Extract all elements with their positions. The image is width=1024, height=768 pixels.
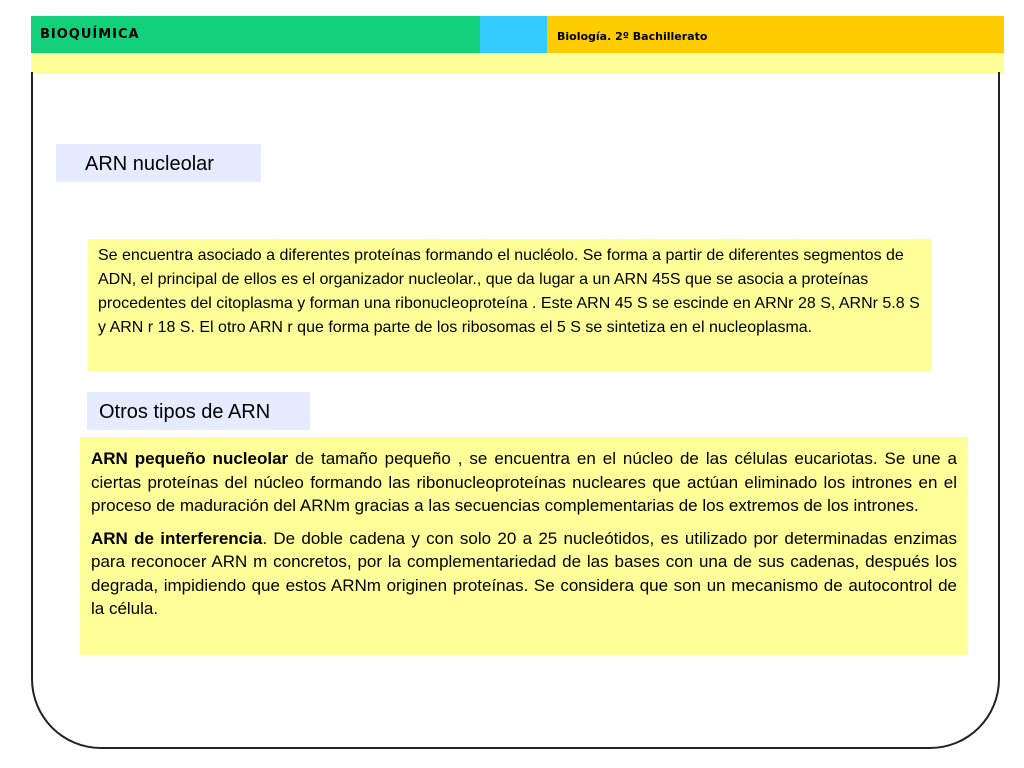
paragraph-arn-interferencia: [91, 527, 957, 621]
term-arn-pequeno-nucleolar: ARN pequeño nucleolar: [91, 449, 289, 468]
section-body-arn-nucleolar: Se encuentra asociado a diferentes proteínas formando el nucléolo. Se forma a partir de diferentes segmentos de ADN, el principal de ellos es el organizador nucleolar., que da lugar a un ARN 45S que se asocia a proteínas procedentes del citoplasma y forman una ribonucleoproteína . Este ARN 45 S se escinde en ARNr 28 S, ARNr 5.8 S y ARN r 18 S. El otro ARN r que forma parte de los ribosomas el 5 S se sintetiza en el nucleoplasma.: [88, 239, 931, 371]
text-arn-interferencia: . De doble cadena y con solo 20 a 25 nucleótidos, es utilizado por determinadas enzimas para reconocer ARN m concretos, por la complementariedad de las bases con una de sus cadenas, después los degrada, impidiendo que estos ARNm originen proteínas. Se considera que son un mecanismo de autocontrol de la célula.: [91, 528, 957, 618]
header-cyan-block: [480, 16, 547, 53]
section-body-otros-tipos: [80, 437, 968, 655]
text-arn-pequeno-nucleolar: de tamaño pequeño , se encuentra en el núcleo de las células eucariotas. Se une a ciertas proteínas del núcleo formando las ribonucleoproteínas nucleares que actúan eliminado los intrones en el proceso de maduración del ARNm gracias a las secuencias complementarias de los extremos de los intrones.: [91, 449, 958, 515]
header-band: [31, 53, 1004, 74]
section-heading-arn-nucleolar: ARN nucleolar: [56, 144, 261, 182]
header-subtitle: Biología. 2º Bachillerato: [557, 30, 708, 43]
term-arn-interferencia: ARN de interferencia: [91, 528, 263, 548]
paragraph-arn-pequeno-nucleolar: [91, 447, 957, 518]
header-title: BIOQUÍMICA: [40, 27, 140, 42]
section-heading-otros-tipos: Otros tipos de ARN: [87, 392, 310, 430]
